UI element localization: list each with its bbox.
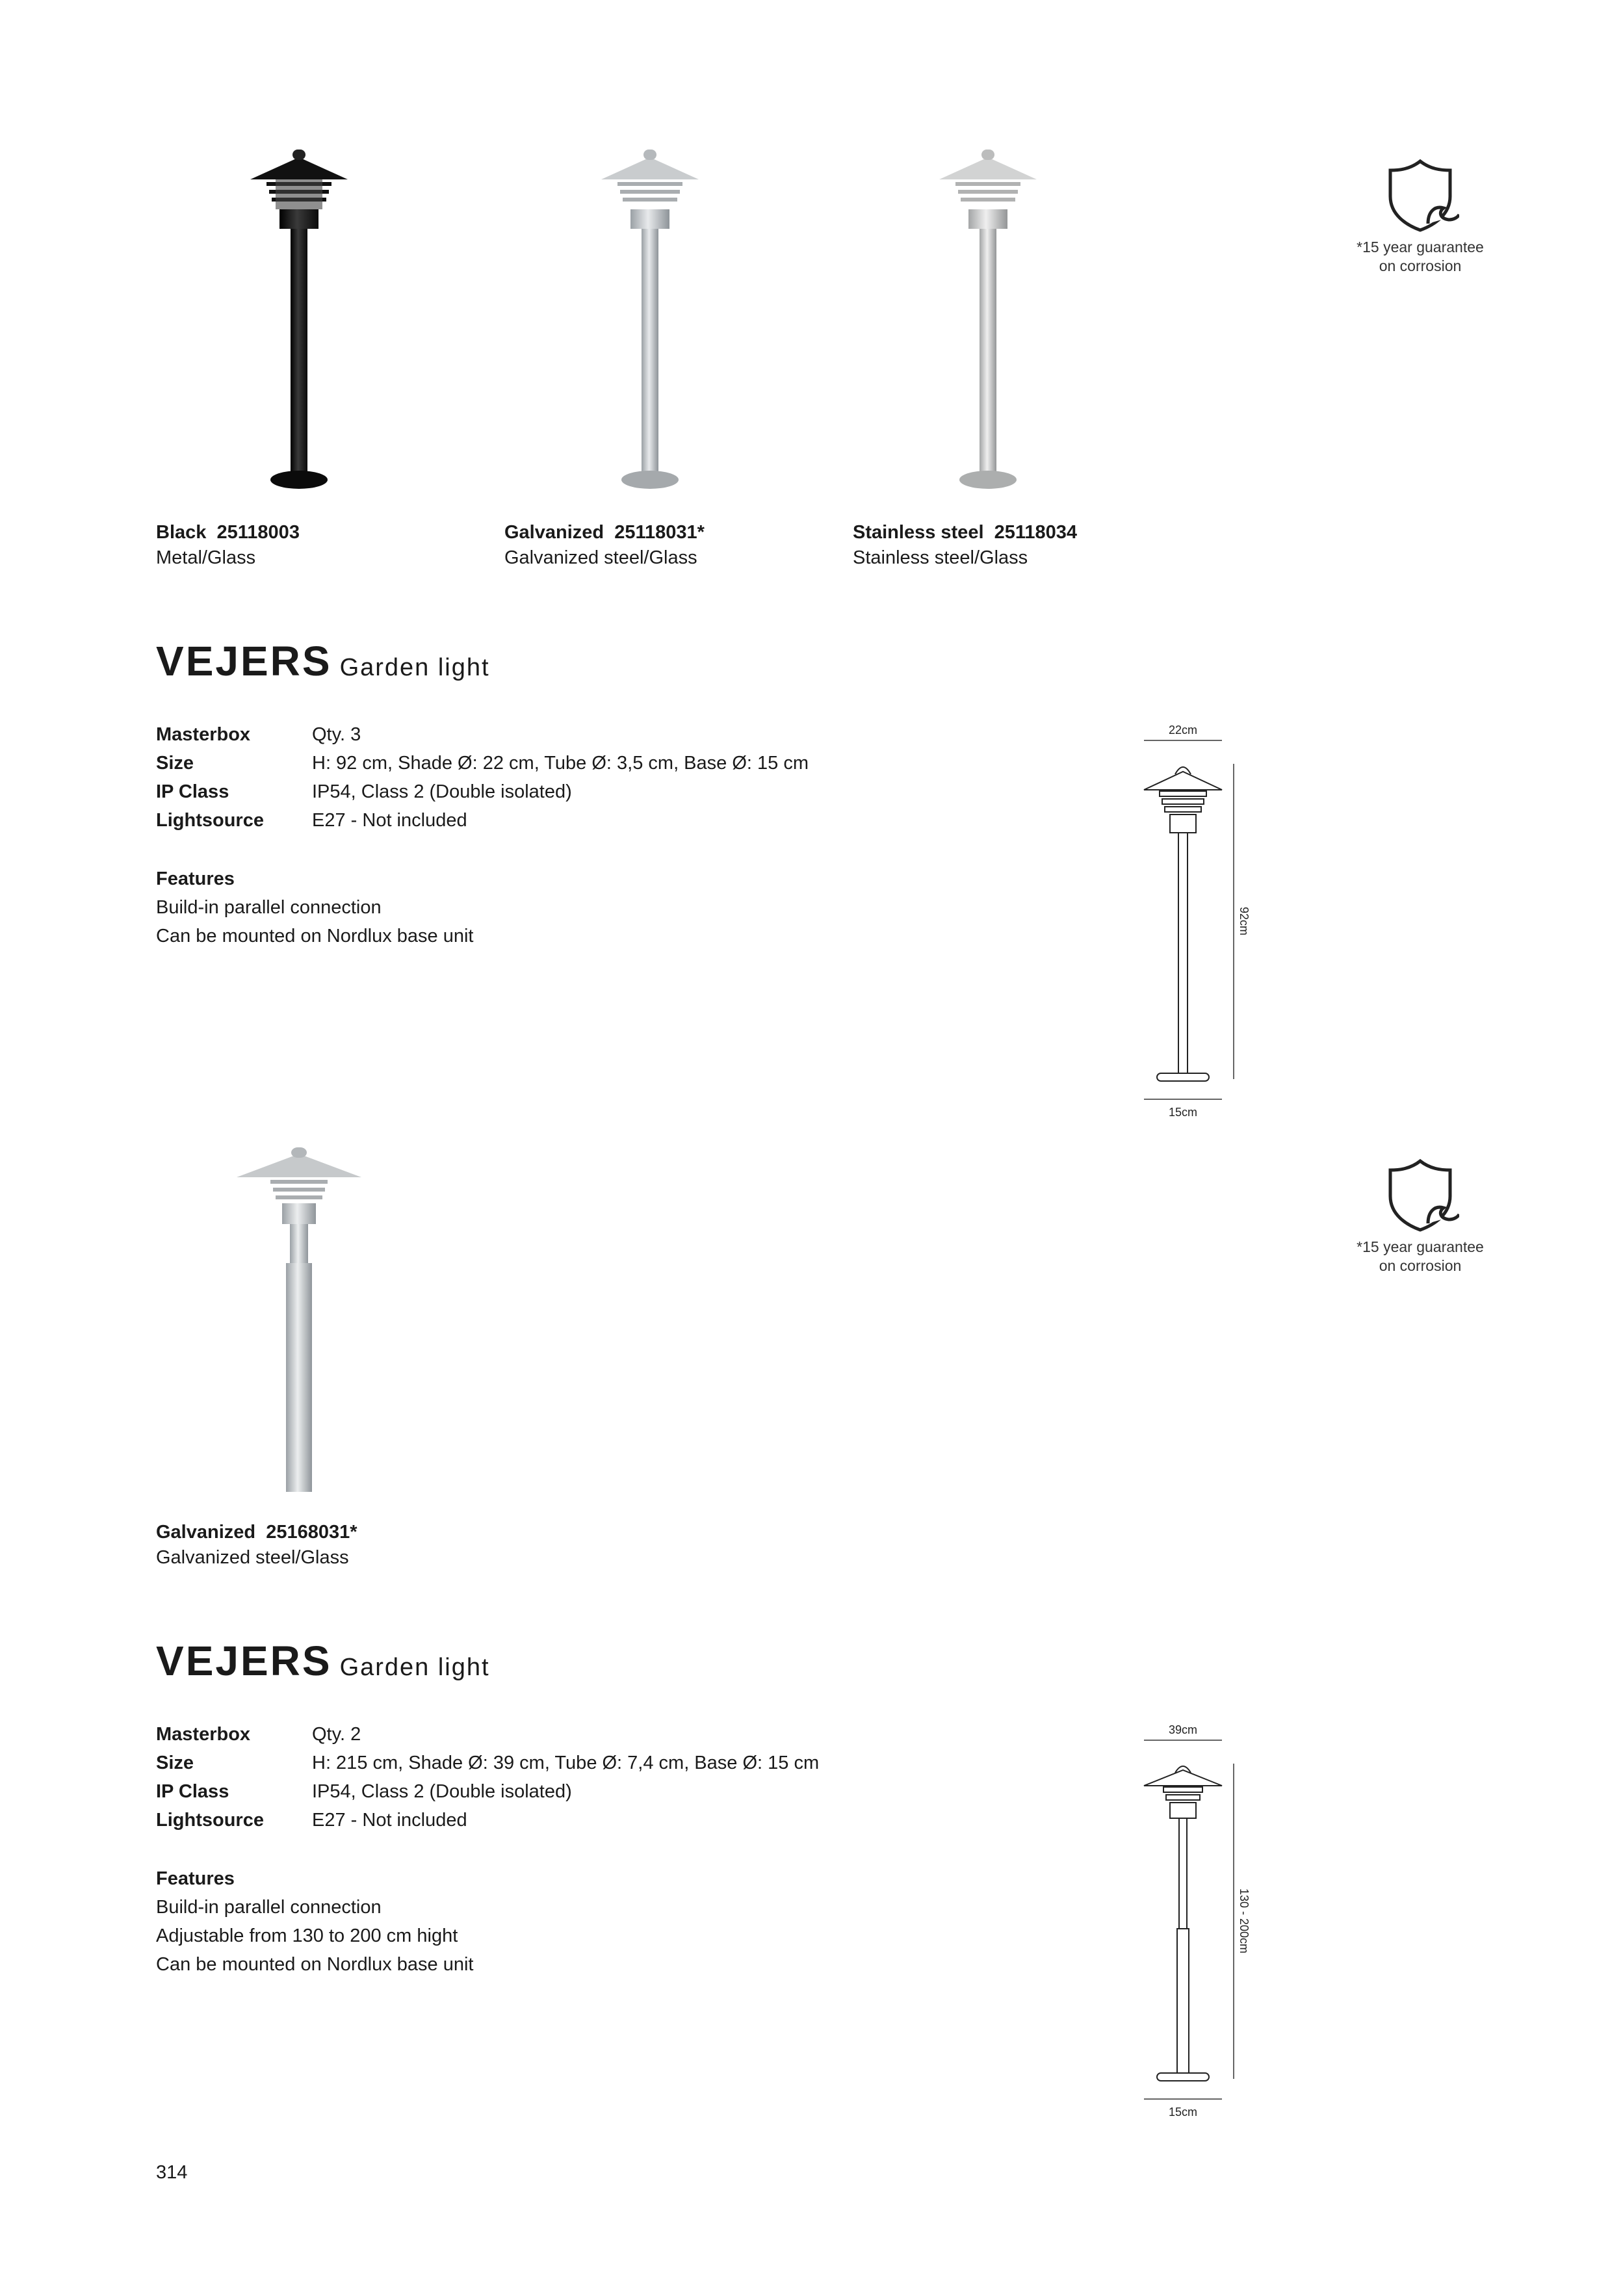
variant-material: Metal/Glass bbox=[156, 547, 256, 568]
feature-item: Can be mounted on Nordlux base unit bbox=[156, 1954, 474, 1975]
page-number: 314 bbox=[156, 2162, 188, 2183]
guarantee-text-line2: on corrosion bbox=[1379, 1257, 1462, 1274]
variant-material: Galvanized steel/Glass bbox=[156, 1547, 349, 1568]
variant-material: Stainless steel/Glass bbox=[853, 547, 1028, 568]
dim-height-label: 92cm bbox=[1238, 906, 1251, 936]
spec-value: Qty. 2 bbox=[312, 1724, 361, 1745]
spec-row-masterbox bbox=[156, 1720, 1001, 1749]
variant-color: Galvanized bbox=[504, 522, 604, 543]
spec-label: Size bbox=[156, 1753, 194, 1773]
features-heading: Features bbox=[156, 1868, 235, 1889]
variant-code: 25118003 bbox=[216, 522, 300, 543]
feature-item: Build-in parallel connection bbox=[156, 897, 382, 918]
shield-wave-icon bbox=[1381, 1156, 1459, 1234]
dim-width-label: 22cm bbox=[1168, 724, 1198, 737]
spec-value: H: 215 cm, Shade Ø: 39 cm, Tube Ø: 7,4 cm, Base Ø: 15 cm bbox=[312, 1753, 820, 1773]
spec-table-2 bbox=[156, 1720, 1001, 1834]
variant-color: Galvanized bbox=[156, 1522, 256, 1543]
guarantee-text-line1: *15 year guarantee bbox=[1357, 1238, 1484, 1255]
product-title-2 bbox=[156, 1637, 490, 1685]
spec-label: Size bbox=[156, 753, 194, 774]
spec-label: Lightsource bbox=[156, 1810, 264, 1831]
spec-value: E27 - Not included bbox=[312, 1810, 467, 1831]
product-photo-black bbox=[247, 150, 351, 494]
spec-row-size bbox=[156, 1749, 1001, 1777]
dim-height-label: 130 - 200cm bbox=[1238, 1888, 1251, 1954]
product-subtitle: Garden light bbox=[339, 1654, 490, 1681]
spec-row-masterbox bbox=[156, 720, 1001, 749]
spec-row-lightsource bbox=[156, 806, 1001, 835]
product-name: VEJERS bbox=[156, 638, 332, 685]
spec-value: Qty. 3 bbox=[312, 724, 361, 745]
corrosion-guarantee-1 bbox=[1345, 156, 1495, 276]
product-title-1 bbox=[156, 637, 490, 685]
features-heading: Features bbox=[156, 868, 235, 889]
spec-label: Masterbox bbox=[156, 724, 251, 745]
spec-label: Masterbox bbox=[156, 1724, 251, 1745]
dimension-drawing-1 bbox=[1118, 718, 1274, 1121]
feature-item: Build-in parallel connection bbox=[156, 1897, 382, 1918]
variant-caption-galvanized bbox=[504, 520, 705, 571]
product-name: VEJERS bbox=[156, 1637, 332, 1684]
features-1 bbox=[156, 865, 473, 950]
variant-color: Black bbox=[156, 522, 207, 543]
spec-value: H: 92 cm, Shade Ø: 22 cm, Tube Ø: 3,5 cm, Base Ø: 15 cm bbox=[312, 753, 809, 774]
spec-row-size bbox=[156, 749, 1001, 777]
spec-value: IP54, Class 2 (Double isolated) bbox=[312, 1781, 572, 1802]
variant-code: 25118031* bbox=[614, 522, 705, 543]
dim-base-label: 15cm bbox=[1168, 2106, 1198, 2119]
spec-table-1 bbox=[156, 720, 1001, 835]
variant-caption-galvanized-tall bbox=[156, 1520, 357, 1571]
variant-code: 25118034 bbox=[994, 522, 1078, 543]
spec-label: Lightsource bbox=[156, 810, 264, 831]
spec-value: E27 - Not included bbox=[312, 810, 467, 831]
spec-value: IP54, Class 2 (Double isolated) bbox=[312, 781, 572, 802]
dim-base-label: 15cm bbox=[1168, 1106, 1198, 1119]
product-photo-galvanized-tall bbox=[234, 1147, 364, 1492]
corrosion-guarantee-2 bbox=[1345, 1156, 1495, 1275]
dimension-drawing-2 bbox=[1118, 1718, 1274, 2121]
features-2 bbox=[156, 1864, 473, 1979]
product-subtitle: Garden light bbox=[339, 654, 490, 681]
spec-label: IP Class bbox=[156, 1781, 229, 1802]
spec-label: IP Class bbox=[156, 781, 229, 802]
variant-caption-black bbox=[156, 520, 300, 571]
variant-caption-stainless bbox=[853, 520, 1077, 571]
spec-row-ip-class bbox=[156, 777, 1001, 806]
feature-item: Adjustable from 130 to 200 cm hight bbox=[156, 1925, 458, 1946]
product-photo-galvanized bbox=[598, 150, 702, 494]
guarantee-text-line2: on corrosion bbox=[1379, 257, 1462, 274]
feature-item: Can be mounted on Nordlux base unit bbox=[156, 926, 474, 946]
guarantee-text-line1: *15 year guarantee bbox=[1357, 239, 1484, 255]
variant-code: 25168031* bbox=[266, 1522, 357, 1543]
spec-row-lightsource bbox=[156, 1806, 1001, 1834]
variant-material: Galvanized steel/Glass bbox=[504, 547, 697, 568]
shield-wave-icon bbox=[1381, 156, 1459, 234]
variant-color: Stainless steel bbox=[853, 522, 984, 543]
spec-row-ip-class bbox=[156, 1777, 1001, 1806]
product-photo-stainless bbox=[936, 150, 1040, 494]
dim-width-label: 39cm bbox=[1168, 1723, 1198, 1736]
